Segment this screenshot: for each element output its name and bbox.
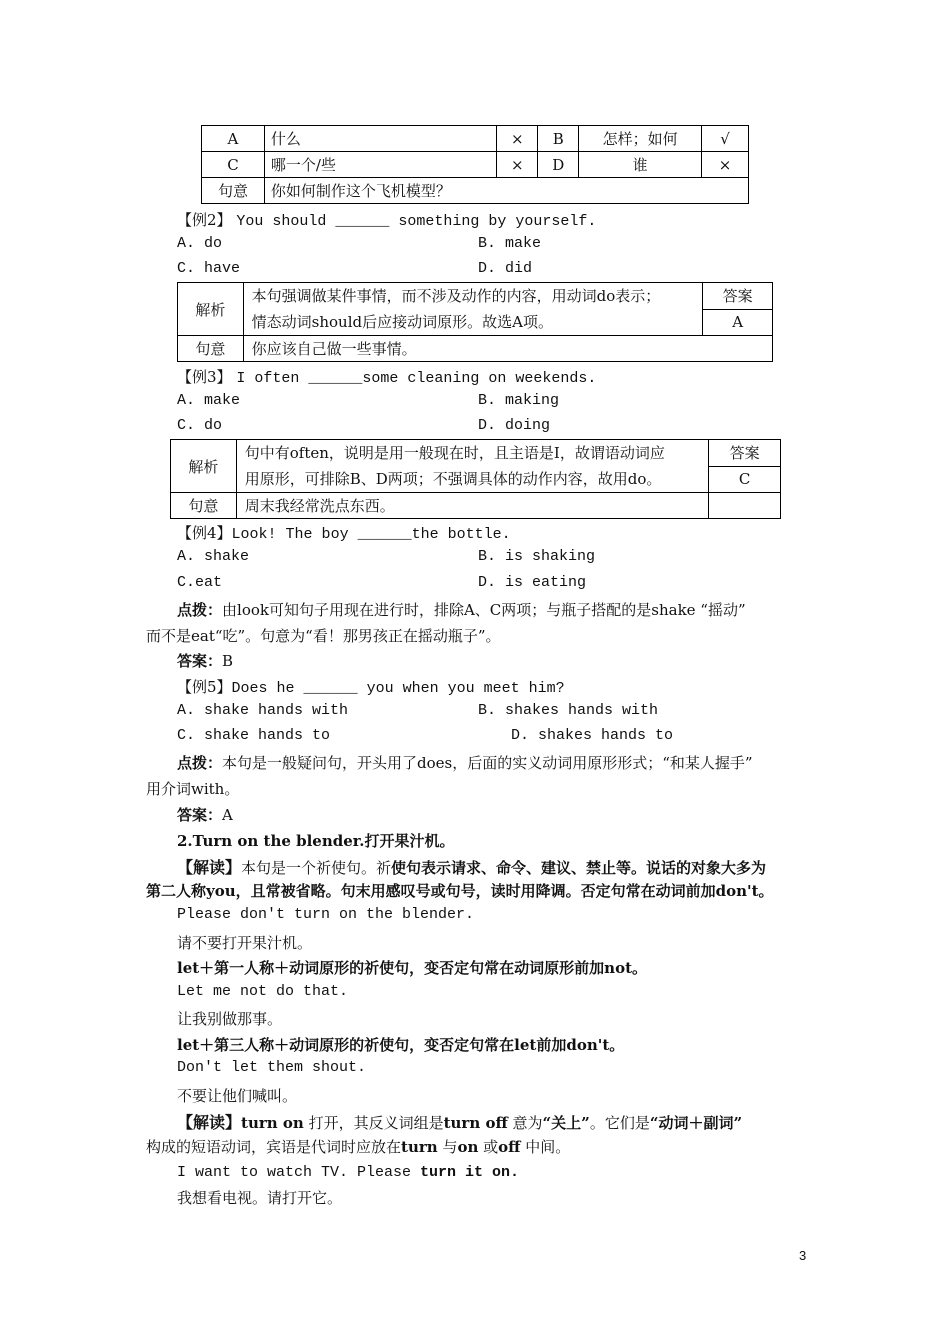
interpretation-label: 【解读】 (177, 1113, 242, 1132)
text: 中间。 (520, 1138, 571, 1156)
option-b: B. make (478, 235, 542, 252)
text: 或 (478, 1138, 499, 1156)
example-sentence-cn: 不要让他们喊叫。 (177, 1087, 298, 1105)
interpretation-label: 【解读】 (177, 858, 242, 877)
meaning-text: 你如何制作这个飞机模型？ (264, 178, 748, 204)
tip-line-1 (177, 599, 746, 620)
text: 与 (437, 1138, 458, 1156)
option-d: D. is eating (478, 574, 587, 591)
table-cell: A (202, 126, 265, 152)
option-a: A. shake (177, 548, 250, 565)
phrase: on (457, 1138, 479, 1156)
option-c: C. do (177, 417, 223, 434)
example-5-question (177, 676, 565, 697)
answer-value: A (703, 309, 773, 336)
table-cell: × (702, 152, 749, 178)
interpretation-line-3 (177, 1110, 742, 1133)
analysis-text (243, 283, 703, 336)
meaning-label: 句意 (171, 493, 237, 519)
tip-line-2: 而不是eat“吃”。句意为“看！那男孩正在摇动瓶子”。 (146, 627, 501, 645)
analysis-line: 本句强调做某件事情，而不涉及动作的内容，用动词do表示； (251, 287, 661, 305)
example-2-question (177, 209, 596, 230)
example-sentence-en (177, 1161, 519, 1181)
table-cell: C (202, 152, 265, 178)
option-c: C. shake hands to (177, 727, 331, 744)
option-d: D. doing (478, 417, 551, 434)
example-sentence-en: Let me not do that. (177, 983, 349, 1000)
meaning-text: 周末我经常洗点东西。 (236, 493, 708, 519)
table-cell: 谁 (579, 152, 702, 178)
interpretation-line-4 (146, 1136, 570, 1157)
text: 构成的短语动词，宾语是代词时应放在 (146, 1138, 402, 1156)
question-text: I often ______some cleaning on weekends. (236, 370, 597, 387)
answer-value: C (709, 466, 781, 493)
tip-text: 本句是一般疑问句，开头用了does，后面的实义动词用原形形式；“和某人握手” (222, 754, 753, 772)
example-sentence-cn: 让我别做那事。 (177, 1010, 283, 1028)
phrase: turn on (241, 1114, 304, 1132)
phrase: turn it on. (420, 1164, 520, 1181)
answer-label: 答案 (703, 283, 773, 310)
answer-label: 答案： (177, 806, 223, 824)
option-c: C. have (177, 260, 241, 277)
analysis-text (236, 440, 708, 493)
options-table-1 (201, 125, 749, 204)
example-sentence-en: Don't let them shout. (177, 1059, 367, 1076)
example-title: 【例2】 (177, 211, 232, 229)
option-c: C.eat (177, 574, 223, 591)
interpretation-line-1 (177, 855, 766, 878)
option-b: B. is shaking (478, 548, 596, 565)
tip-text: 由look可知句子用现在进行时，排除A、C两项；与瓶子搭配的是shake “摇动” (222, 601, 746, 619)
question-text: You should ______ something by yourself. (236, 213, 597, 230)
option-d: D. shakes hands to (511, 727, 674, 744)
question-text: Does he ______ you when you meet him? (231, 680, 565, 697)
example-sentence-en: Please don't turn on the blender. (177, 906, 475, 923)
example-3-question (177, 366, 596, 387)
question-text: Look! The boy ______the bottle. (231, 526, 511, 543)
section-heading: 2.Turn on the blender.打开果汁机。 (177, 832, 455, 850)
table-cell: B (538, 126, 579, 152)
empty-cell (709, 493, 781, 519)
option-d: D. did (478, 260, 533, 277)
interpretation-text-bold: 使句表示请求、命令、建议、禁止等。说话的对象大多为 (391, 859, 767, 877)
meaning-label: 句意 (202, 178, 265, 204)
analysis-label: 解析 (178, 283, 244, 336)
tip-line-2: 用介词with。 (146, 780, 240, 798)
phrase: off (498, 1138, 521, 1156)
answer-value: A (222, 806, 233, 824)
meaning-label: 句意 (178, 336, 244, 362)
rule-line: let＋第三人称＋动词原形的祈使句，变否定句常在let前加don't。 (177, 1036, 625, 1054)
text: 。它们是 (589, 1114, 650, 1132)
tip-label: 点拨： (177, 601, 223, 619)
example-4-question (177, 522, 511, 543)
option-a: A. do (177, 235, 223, 252)
answer-label: 答案 (709, 440, 781, 467)
table-cell: × (497, 152, 538, 178)
table-cell: × (497, 126, 538, 152)
table-cell: 哪一个/些 (264, 152, 496, 178)
interpretation-line-2: 第二人称you，且常被省略。句末用感叹号或句号，读时用降调。否定句常在动词前加don't。 (146, 882, 774, 900)
text: 意为 (507, 1114, 543, 1132)
option-b: B. shakes hands with (478, 702, 659, 719)
tip-line-1 (177, 752, 753, 773)
option-b: B. making (478, 392, 560, 409)
interpretation-text: 本句是一个祈使句。祈 (241, 859, 392, 877)
analysis-table-3 (170, 439, 781, 519)
answer-label: 答案： (177, 652, 223, 670)
analysis-line: 情态动词should后应接动词原形。故选A项。 (251, 313, 553, 331)
answer-line (177, 650, 233, 671)
analysis-line: 用原形，可排除B、D两项；不强调具体的动作内容，故用do。 (244, 470, 662, 488)
tip-label: 点拨： (177, 754, 223, 772)
example-sentence-cn: 请不要打开果汁机。 (177, 934, 313, 952)
table-cell: 什么 (264, 126, 496, 152)
rule-line: let＋第一人称＋动词原形的祈使句，变否定句常在动词原形前加not。 (177, 959, 648, 977)
answer-value: B (222, 652, 234, 670)
phrase: “动词＋副词” (649, 1114, 743, 1132)
option-a: A. make (177, 392, 241, 409)
text: 打开，其反义词组是 (303, 1114, 444, 1132)
text: I want to watch TV. Please (177, 1164, 421, 1181)
example-title: 【例4】 (177, 524, 232, 542)
phrase: turn off (443, 1114, 508, 1132)
table-cell: D (538, 152, 579, 178)
analysis-table-2 (177, 282, 773, 362)
analysis-label: 解析 (171, 440, 237, 493)
table-cell: √ (702, 126, 749, 152)
page-number: 3 (799, 1248, 807, 1263)
phrase: turn (401, 1138, 438, 1156)
example-title: 【例3】 (177, 368, 232, 386)
table-cell: 怎样；如何 (579, 126, 702, 152)
analysis-line: 句中有often，说明是用一般现在时，且主语是I，故谓语动词应 (244, 444, 665, 462)
phrase: “关上” (542, 1114, 590, 1132)
example-title: 【例5】 (177, 678, 232, 696)
meaning-text: 你应该自己做一些事情。 (243, 336, 772, 362)
example-sentence-cn: 我想看电视。请打开它。 (177, 1189, 343, 1207)
answer-line (177, 804, 233, 825)
option-a: A. shake hands with (177, 702, 349, 719)
